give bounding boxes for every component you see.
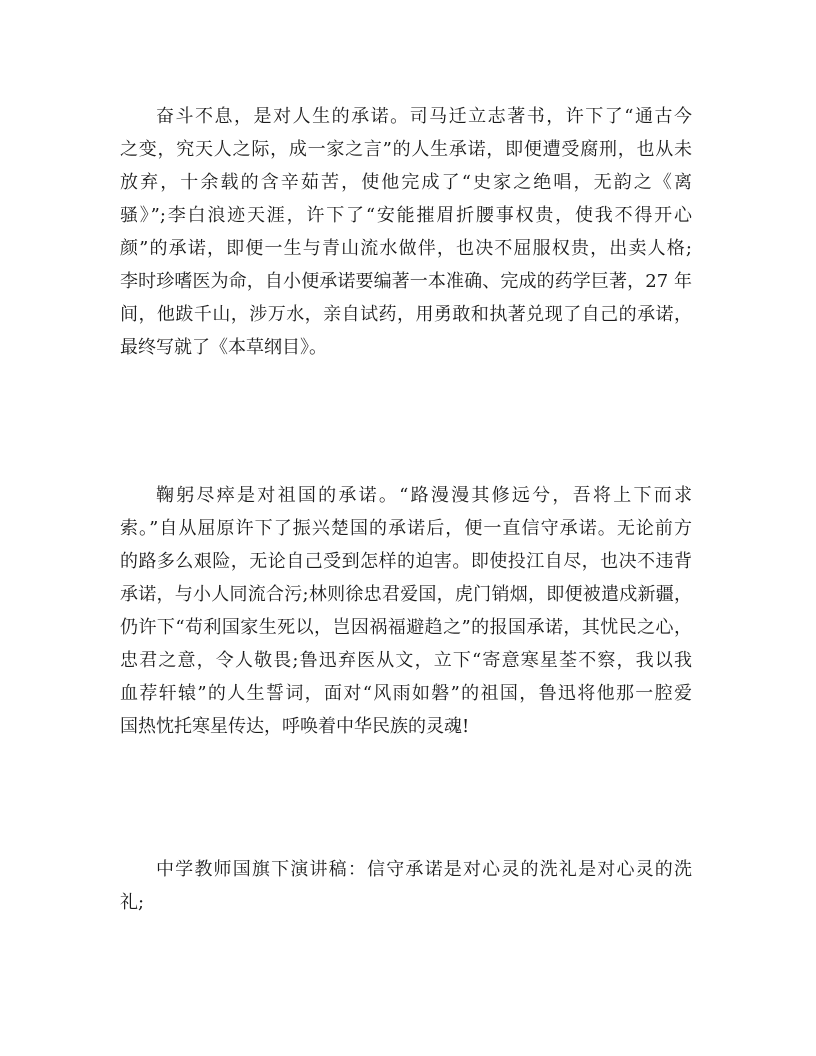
- text-line: 忠君之意，令人敬畏;鲁迅弃医从文，立下“寄意寒星荃不察，我以我: [120, 650, 692, 671]
- paragraph-persistence: [120, 100, 692, 364]
- text-line: 放弃，十余载的含辛茹苦，使他完成了“史家之绝唱，无韵之《离: [120, 172, 692, 193]
- text-line: 中学教师国旗下演讲稿：信守承诺是对心灵的洗礼是对心灵的洗: [156, 859, 692, 880]
- text-line: 礼;: [120, 892, 145, 913]
- paragraph-patriotism: [120, 479, 692, 743]
- text-line: 国热忱托寒星传达，呼唤着中华民族的灵魂!: [120, 716, 470, 737]
- paragraph-title-footer: [120, 853, 692, 919]
- text-line: 奋斗不息，是对人生的承诺。司马迁立志著书，许下了“通古今: [156, 106, 692, 127]
- text-line: 承诺，与小人同流合污;林则徐忠君爱国，虎门销烟，即便被遣戍新疆，: [120, 584, 692, 605]
- text-line: 间，他跋千山，涉万水，亲自试药，用勇敢和执著兑现了自己的承诺，: [120, 304, 692, 325]
- text-line: 骚》”;李白浪迹天涯，许下了“安能摧眉折腰事权贵，使我不得开心: [120, 205, 692, 226]
- text-line: 仍许下“苟利国家生死以，岂因祸福避趋之”的报国承诺，其忧民之心，: [120, 617, 692, 638]
- text-line: 鞠躬尽瘁是对祖国的承诺。“路漫漫其修远兮，吾将上下而求: [156, 485, 692, 506]
- text-line: 血荐轩辕”的人生誓词，面对“风雨如磐”的祖国，鲁迅将他那一腔爱: [120, 683, 692, 704]
- text-line: 索。”自从屈原许下了振兴楚国的承诺后，便一直信守承诺。无论前方: [120, 518, 692, 539]
- text-line: 之变，究天人之际，成一家之言”的人生承诺，即便遭受腐刑，也从未: [120, 139, 692, 160]
- text-line: 李时珍嗜医为命，自小便承诺要编著一本准确、完成的药学巨著，27 年: [120, 271, 692, 292]
- text-line: 的路多么艰险，无论自己受到怎样的迫害。即使投江自尽，也决不违背: [120, 551, 692, 572]
- text-line: 颜”的承诺，即便一生与青山流水做伴，也决不屈服权贵，出卖人格;: [120, 238, 692, 259]
- text-line: 最终写就了《本草纲目》。: [120, 337, 327, 358]
